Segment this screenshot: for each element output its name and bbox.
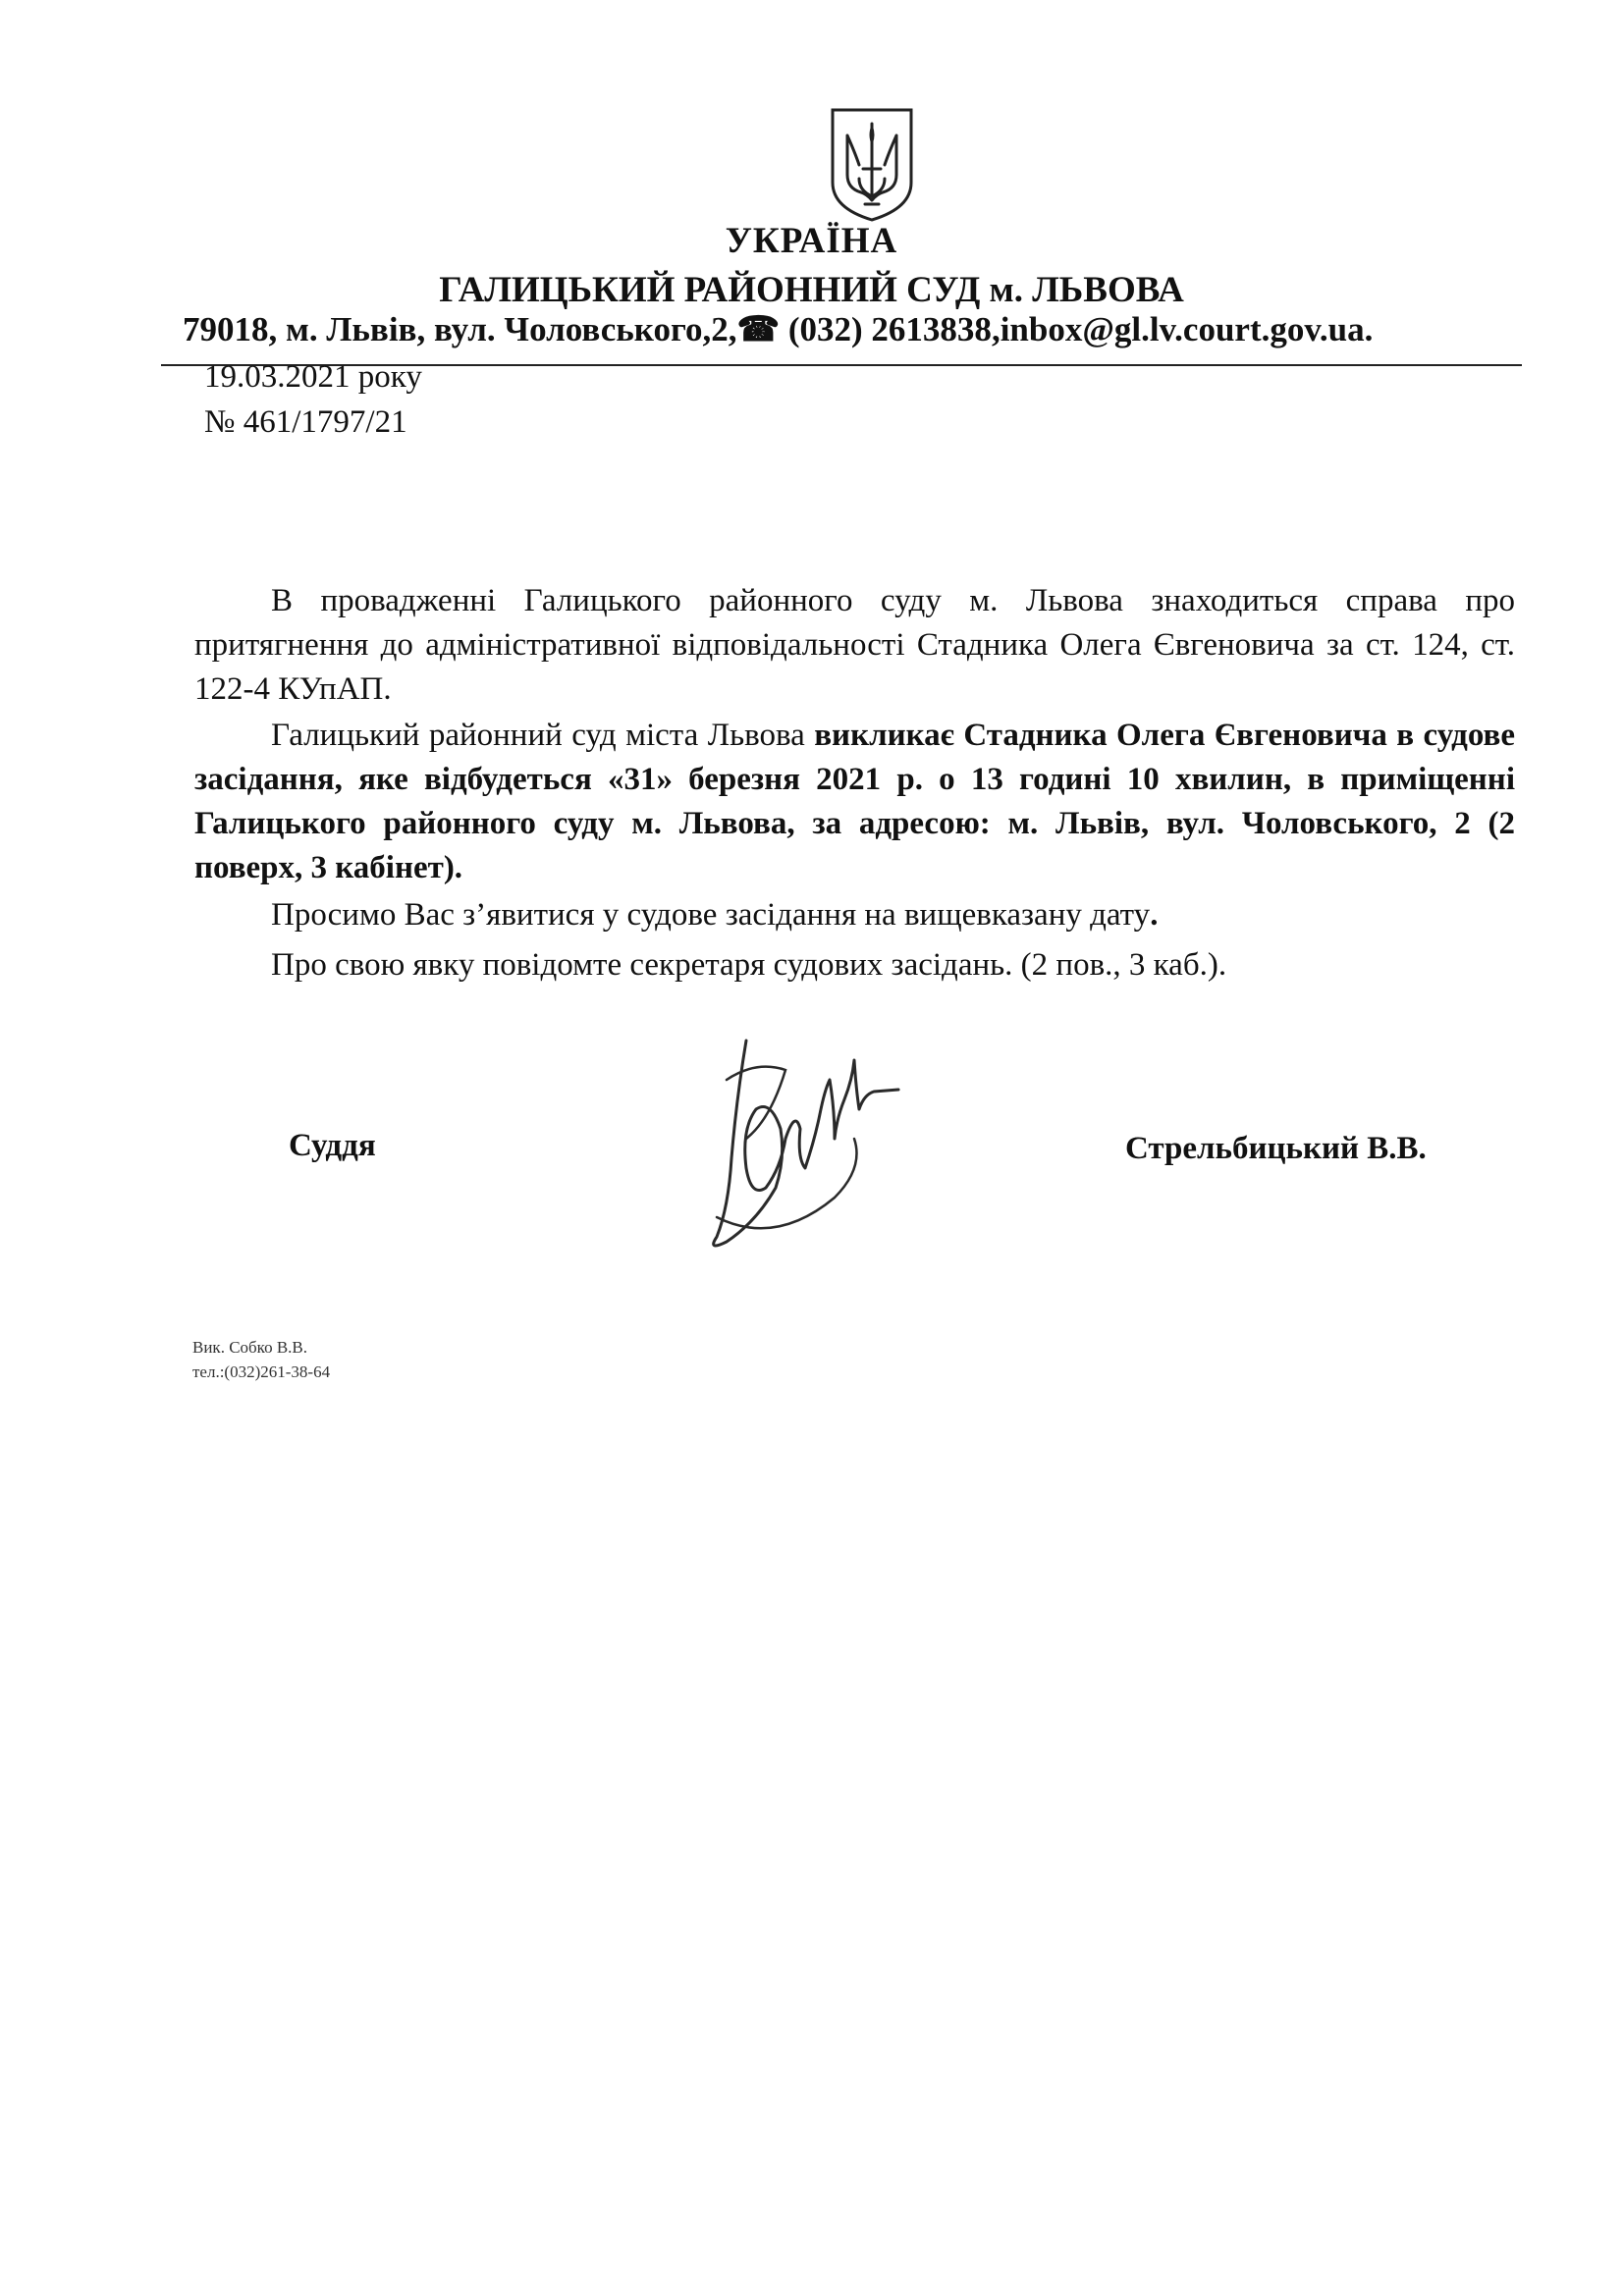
- request-text: Просимо Вас з’явитися у судове засідання на вищевказану дату: [271, 897, 1151, 933]
- telephone-icon: ☎: [736, 310, 781, 348]
- court-name: ГАЛИЦЬКИЙ РАЙОННИЙ СУД м. ЛЬВОВА: [439, 270, 1184, 310]
- court-address: 79018, м. Львів, вул. Чоловського,2,: [183, 310, 737, 348]
- paragraph-notify: Про свою явку повідомте секретаря судових засідань. (2 пов., 3 каб.).: [271, 947, 1227, 983]
- country-title: УКРАЇНА: [725, 221, 898, 261]
- document-date: 19.03.2021 року: [204, 359, 422, 395]
- handwritten-signature: [687, 1021, 903, 1256]
- document-number: № 461/1797/21: [204, 404, 407, 440]
- court-phone: (032) 2613838: [787, 310, 992, 348]
- paragraph-case-info: В провадженні Галицького районного суду м. Львова знаходиться справа про притягнення до адміністративної відповідальності Стадника Олега Євгеновича за ст. 124, ст. 122-4 КУпАП.: [194, 583, 1515, 707]
- summons-details: викликає Стадника Олега Євгеновича в судове засідання, яке відбудеться «31» березня 2021 р. о 13 годині 10 хвилин, в приміщенні Галицького районного суду м. Львова, за адресою: м. Львів, вул. Чоловського, 2 (2 поверх, 3 кабінет).: [194, 718, 1515, 885]
- summons-intro: Галицький районний суд міста Львова: [271, 718, 815, 753]
- coat-of-arms-icon: [828, 106, 916, 224]
- request-period: .: [1150, 897, 1159, 933]
- executor-phone: тел.:(032)261-38-64: [192, 1362, 331, 1381]
- executor-name: Вик. Собко В.В.: [192, 1338, 308, 1357]
- paragraph-summons: [194, 714, 1515, 890]
- paragraph-request: [194, 893, 1515, 937]
- court-address-line: 79018, м. Львів, вул. Чоловського,2,☎ (032) 2613838,inbox@gl.lv.court.gov.ua.: [183, 310, 1374, 348]
- court-email: inbox@gl.lv.court.gov.ua.: [1000, 310, 1374, 348]
- judge-name: Стрельбицький В.В.: [1125, 1131, 1427, 1166]
- judge-title: Суддя: [289, 1128, 376, 1163]
- executor-info: [192, 1335, 330, 1384]
